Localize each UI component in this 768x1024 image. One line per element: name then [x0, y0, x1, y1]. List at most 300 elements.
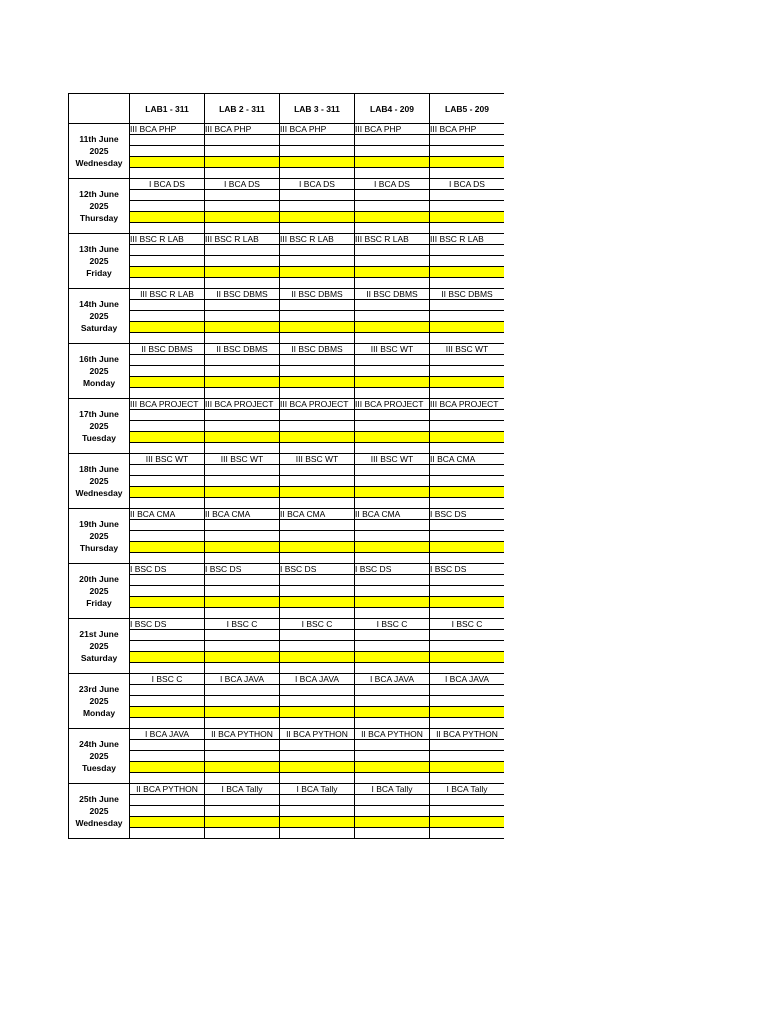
highlight-cell — [355, 157, 430, 168]
empty-cell — [280, 806, 355, 817]
empty-cell — [205, 366, 280, 377]
date-line: 2025 — [89, 806, 109, 816]
date-line: 2025 — [89, 586, 109, 596]
empty-cell — [355, 333, 430, 344]
highlight-cell — [355, 542, 430, 553]
empty-cell — [280, 531, 355, 542]
highlight-cell — [205, 157, 280, 168]
empty-cell — [430, 201, 505, 212]
highlight-row — [69, 377, 505, 388]
highlight-cell — [355, 817, 430, 828]
session-cell: II BSC DBMS — [355, 289, 430, 300]
highlight-cell — [205, 762, 280, 773]
session-cell: III BCA PROJECT — [430, 399, 505, 410]
highlight-row — [69, 542, 505, 553]
highlight-cell — [130, 817, 205, 828]
session-cell: I BSC DS — [430, 564, 505, 575]
highlight-cell — [205, 652, 280, 663]
highlight-cell — [205, 487, 280, 498]
empty-cell — [205, 410, 280, 421]
empty-cell — [430, 223, 505, 234]
empty-cell — [205, 256, 280, 267]
empty-cell — [280, 641, 355, 652]
empty-cell — [205, 135, 280, 146]
highlight-cell — [280, 597, 355, 608]
empty-cell — [280, 245, 355, 256]
blank-row — [69, 828, 505, 839]
session-cell: III BSC R LAB — [130, 234, 205, 245]
session-cell: III BSC R LAB — [280, 234, 355, 245]
highlight-cell — [130, 597, 205, 608]
highlight-cell — [430, 652, 505, 663]
blank-row — [69, 608, 505, 619]
highlight-cell — [430, 597, 505, 608]
highlight-cell — [280, 212, 355, 223]
empty-cell — [205, 685, 280, 696]
empty-cell — [280, 795, 355, 806]
empty-cell — [280, 201, 355, 212]
empty-cell — [130, 443, 205, 454]
session-cell: III BCA PHP — [280, 124, 355, 135]
empty-cell — [355, 520, 430, 531]
empty-cell — [355, 355, 430, 366]
highlight-cell — [430, 432, 505, 443]
empty-cell — [205, 245, 280, 256]
session-cell: II BCA PYTHON — [280, 729, 355, 740]
empty-cell — [280, 476, 355, 487]
timetable-body — [69, 124, 505, 839]
date-cell — [69, 454, 130, 509]
blank-row — [69, 421, 505, 432]
empty-cell — [355, 245, 430, 256]
highlight-cell — [205, 432, 280, 443]
blank-row — [69, 333, 505, 344]
empty-cell — [280, 311, 355, 322]
date-line: Friday — [86, 598, 112, 608]
date-line: 2025 — [89, 201, 109, 211]
session-cell: II BCA PYTHON — [355, 729, 430, 740]
lab-timetable — [68, 93, 504, 919]
day-session-row — [69, 784, 505, 795]
empty-cell — [130, 751, 205, 762]
empty-cell — [430, 740, 505, 751]
date-cell — [69, 289, 130, 344]
header-row — [69, 94, 505, 124]
session-cell: III BSC WT — [355, 454, 430, 465]
empty-cell — [280, 421, 355, 432]
session-cell: III BCA PHP — [130, 124, 205, 135]
session-cell: I BSC C — [130, 674, 205, 685]
date-line: 18th June — [79, 464, 119, 474]
empty-cell — [430, 630, 505, 641]
day-session-row — [69, 729, 505, 740]
empty-cell — [205, 586, 280, 597]
highlight-cell — [355, 322, 430, 333]
session-cell: I BSC DS — [205, 564, 280, 575]
empty-cell — [430, 586, 505, 597]
date-line: Saturday — [80, 653, 118, 663]
empty-cell — [130, 641, 205, 652]
session-cell: III BSC R LAB — [430, 234, 505, 245]
empty-cell — [130, 410, 205, 421]
empty-cell — [430, 520, 505, 531]
empty-cell — [355, 256, 430, 267]
empty-cell — [205, 190, 280, 201]
highlight-cell — [280, 377, 355, 388]
blank-row — [69, 531, 505, 542]
empty-cell — [430, 718, 505, 729]
blank-row — [69, 575, 505, 586]
session-cell: II BSC DBMS — [280, 344, 355, 355]
empty-cell — [355, 608, 430, 619]
highlight-cell — [130, 212, 205, 223]
empty-cell — [130, 421, 205, 432]
empty-cell — [430, 300, 505, 311]
session-cell: I BCA Tally — [430, 784, 505, 795]
session-cell: III BSC WT — [430, 344, 505, 355]
date-cell — [69, 729, 130, 784]
empty-cell — [430, 795, 505, 806]
session-cell: III BCA PROJECT — [130, 399, 205, 410]
session-cell: II BCA CMA — [205, 509, 280, 520]
empty-cell — [205, 388, 280, 399]
empty-cell — [280, 223, 355, 234]
empty-cell — [430, 245, 505, 256]
blank-row — [69, 520, 505, 531]
date-cell — [69, 344, 130, 399]
session-cell: I BSC DS — [130, 564, 205, 575]
date-line: 2025 — [89, 366, 109, 376]
empty-cell — [280, 355, 355, 366]
empty-cell — [355, 773, 430, 784]
empty-cell — [130, 663, 205, 674]
empty-cell — [130, 586, 205, 597]
highlight-cell — [130, 322, 205, 333]
highlight-cell — [130, 267, 205, 278]
lab-header: LAB1 - 311 — [130, 94, 205, 124]
date-line: 13th June — [79, 244, 119, 254]
highlight-cell — [130, 542, 205, 553]
date-line: 12th June — [79, 189, 119, 199]
empty-cell — [130, 520, 205, 531]
highlight-row — [69, 597, 505, 608]
session-cell: II BSC DBMS — [205, 289, 280, 300]
empty-cell — [205, 311, 280, 322]
empty-cell — [205, 223, 280, 234]
timetable-grid — [68, 93, 504, 839]
blank-row — [69, 465, 505, 476]
empty-cell — [130, 300, 205, 311]
date-cell — [69, 674, 130, 729]
empty-cell — [280, 366, 355, 377]
date-cell — [69, 234, 130, 289]
empty-cell — [355, 531, 430, 542]
session-cell: III BSC R LAB — [130, 289, 205, 300]
empty-cell — [205, 333, 280, 344]
empty-cell — [355, 421, 430, 432]
empty-cell — [130, 531, 205, 542]
highlight-row — [69, 707, 505, 718]
empty-cell — [280, 608, 355, 619]
day-session-row — [69, 289, 505, 300]
empty-cell — [280, 135, 355, 146]
session-cell: I BCA JAVA — [205, 674, 280, 685]
session-cell: I BCA JAVA — [430, 674, 505, 685]
highlight-cell — [430, 212, 505, 223]
empty-cell — [280, 663, 355, 674]
blank-row — [69, 311, 505, 322]
date-line: 2025 — [89, 256, 109, 266]
date-cell — [69, 784, 130, 839]
empty-cell — [205, 146, 280, 157]
empty-cell — [430, 135, 505, 146]
empty-cell — [430, 476, 505, 487]
empty-cell — [280, 146, 355, 157]
empty-cell — [205, 465, 280, 476]
session-cell: III BCA PHP — [355, 124, 430, 135]
empty-cell — [130, 278, 205, 289]
day-session-row — [69, 564, 505, 575]
empty-cell — [205, 300, 280, 311]
date-line: 2025 — [89, 751, 109, 761]
empty-cell — [355, 586, 430, 597]
empty-cell — [280, 696, 355, 707]
highlight-cell — [130, 432, 205, 443]
empty-cell — [205, 828, 280, 839]
empty-cell — [130, 795, 205, 806]
date-line: 24th June — [79, 739, 119, 749]
lab-header: LAB 3 - 311 — [280, 94, 355, 124]
date-line: 11th June — [79, 134, 119, 144]
empty-cell — [205, 520, 280, 531]
date-line: Wednesday — [75, 488, 123, 498]
date-line: Tuesday — [82, 433, 116, 443]
empty-cell — [430, 366, 505, 377]
empty-cell — [355, 828, 430, 839]
empty-cell — [280, 751, 355, 762]
empty-cell — [130, 553, 205, 564]
empty-cell — [130, 333, 205, 344]
highlight-cell — [355, 707, 430, 718]
day-session-row — [69, 619, 505, 630]
empty-cell — [430, 531, 505, 542]
session-cell: I BSC DS — [355, 564, 430, 575]
empty-cell — [355, 663, 430, 674]
empty-cell — [355, 300, 430, 311]
date-line: 23rd June — [78, 684, 120, 694]
empty-cell — [355, 476, 430, 487]
empty-cell — [130, 685, 205, 696]
empty-cell — [430, 641, 505, 652]
empty-cell — [430, 168, 505, 179]
session-cell: II BCA PYTHON — [130, 784, 205, 795]
blank-row — [69, 146, 505, 157]
empty-cell — [280, 256, 355, 267]
empty-cell — [280, 443, 355, 454]
session-cell: I BCA JAVA — [355, 674, 430, 685]
empty-cell — [355, 443, 430, 454]
highlight-row — [69, 762, 505, 773]
empty-cell — [205, 630, 280, 641]
empty-cell — [130, 190, 205, 201]
blank-row — [69, 366, 505, 377]
corner-cell — [69, 94, 130, 124]
empty-cell — [430, 685, 505, 696]
empty-cell — [280, 685, 355, 696]
empty-cell — [430, 388, 505, 399]
empty-cell — [205, 718, 280, 729]
empty-cell — [205, 421, 280, 432]
empty-cell — [280, 586, 355, 597]
empty-cell — [130, 245, 205, 256]
highlight-cell — [280, 267, 355, 278]
highlight-cell — [355, 212, 430, 223]
highlight-cell — [130, 377, 205, 388]
date-line: 2025 — [89, 146, 109, 156]
blank-row — [69, 476, 505, 487]
session-cell: III BCA PROJECT — [280, 399, 355, 410]
empty-cell — [280, 300, 355, 311]
blank-row — [69, 245, 505, 256]
session-cell: II BSC DBMS — [280, 289, 355, 300]
highlight-row — [69, 157, 505, 168]
highlight-cell — [205, 322, 280, 333]
session-cell: I BCA Tally — [355, 784, 430, 795]
date-line: Monday — [82, 378, 116, 388]
empty-cell — [355, 575, 430, 586]
highlight-cell — [205, 377, 280, 388]
highlight-row — [69, 432, 505, 443]
empty-cell — [430, 421, 505, 432]
empty-cell — [355, 410, 430, 421]
blank-row — [69, 256, 505, 267]
empty-cell — [130, 223, 205, 234]
empty-cell — [130, 806, 205, 817]
empty-cell — [130, 201, 205, 212]
session-cell: I BCA DS — [205, 179, 280, 190]
highlight-cell — [205, 267, 280, 278]
session-cell: II BCA CMA — [355, 509, 430, 520]
empty-cell — [280, 828, 355, 839]
date-line: 20th June — [79, 574, 119, 584]
blank-row — [69, 498, 505, 509]
date-line: 2025 — [89, 311, 109, 321]
date-line: Saturday — [80, 323, 118, 333]
date-line: 2025 — [89, 641, 109, 651]
empty-cell — [280, 465, 355, 476]
empty-cell — [430, 410, 505, 421]
day-session-row — [69, 234, 505, 245]
empty-cell — [430, 553, 505, 564]
highlight-cell — [355, 432, 430, 443]
blank-row — [69, 806, 505, 817]
blank-row — [69, 795, 505, 806]
empty-cell — [355, 795, 430, 806]
session-cell: II BSC DBMS — [430, 289, 505, 300]
empty-cell — [205, 641, 280, 652]
empty-cell — [430, 608, 505, 619]
date-line: 19th June — [79, 519, 119, 529]
date-cell — [69, 509, 130, 564]
session-cell: II BCA PYTHON — [430, 729, 505, 740]
highlight-cell — [430, 487, 505, 498]
empty-cell — [280, 168, 355, 179]
session-cell: I BCA JAVA — [130, 729, 205, 740]
session-cell: I BSC C — [280, 619, 355, 630]
empty-cell — [130, 498, 205, 509]
empty-cell — [430, 443, 505, 454]
empty-cell — [280, 190, 355, 201]
empty-cell — [355, 135, 430, 146]
highlight-cell — [430, 322, 505, 333]
empty-cell — [430, 751, 505, 762]
highlight-cell — [430, 267, 505, 278]
blank-row — [69, 685, 505, 696]
empty-cell — [430, 828, 505, 839]
highlight-cell — [280, 762, 355, 773]
blank-row — [69, 630, 505, 641]
empty-cell — [130, 256, 205, 267]
lab-header: LAB5 - 209 — [430, 94, 505, 124]
empty-cell — [130, 740, 205, 751]
empty-cell — [130, 608, 205, 619]
empty-cell — [280, 410, 355, 421]
blank-row — [69, 135, 505, 146]
highlight-cell — [280, 487, 355, 498]
highlight-cell — [355, 377, 430, 388]
empty-cell — [130, 828, 205, 839]
empty-cell — [355, 498, 430, 509]
highlight-cell — [130, 762, 205, 773]
highlight-row — [69, 817, 505, 828]
session-cell: I BCA Tally — [205, 784, 280, 795]
highlight-cell — [205, 212, 280, 223]
session-cell: III BSC WT — [205, 454, 280, 465]
empty-cell — [280, 388, 355, 399]
empty-cell — [205, 575, 280, 586]
highlight-cell — [280, 652, 355, 663]
blank-row — [69, 300, 505, 311]
blank-row — [69, 553, 505, 564]
session-cell: I BSC DS — [430, 509, 505, 520]
date-line: 2025 — [89, 531, 109, 541]
blank-row — [69, 773, 505, 784]
blank-row — [69, 663, 505, 674]
empty-cell — [280, 630, 355, 641]
empty-cell — [205, 751, 280, 762]
empty-cell — [355, 223, 430, 234]
session-cell: I BCA JAVA — [280, 674, 355, 685]
empty-cell — [355, 146, 430, 157]
empty-cell — [280, 278, 355, 289]
empty-cell — [280, 740, 355, 751]
empty-cell — [130, 146, 205, 157]
empty-cell — [205, 806, 280, 817]
blank-row — [69, 278, 505, 289]
day-session-row — [69, 454, 505, 465]
date-line: Tuesday — [82, 763, 116, 773]
session-cell: III BCA PROJECT — [355, 399, 430, 410]
empty-cell — [355, 685, 430, 696]
date-line: Thursday — [79, 543, 119, 553]
empty-cell — [205, 740, 280, 751]
empty-cell — [280, 333, 355, 344]
empty-cell — [355, 641, 430, 652]
empty-cell — [280, 773, 355, 784]
date-line: 2025 — [89, 421, 109, 431]
highlight-cell — [130, 652, 205, 663]
blank-row — [69, 586, 505, 597]
